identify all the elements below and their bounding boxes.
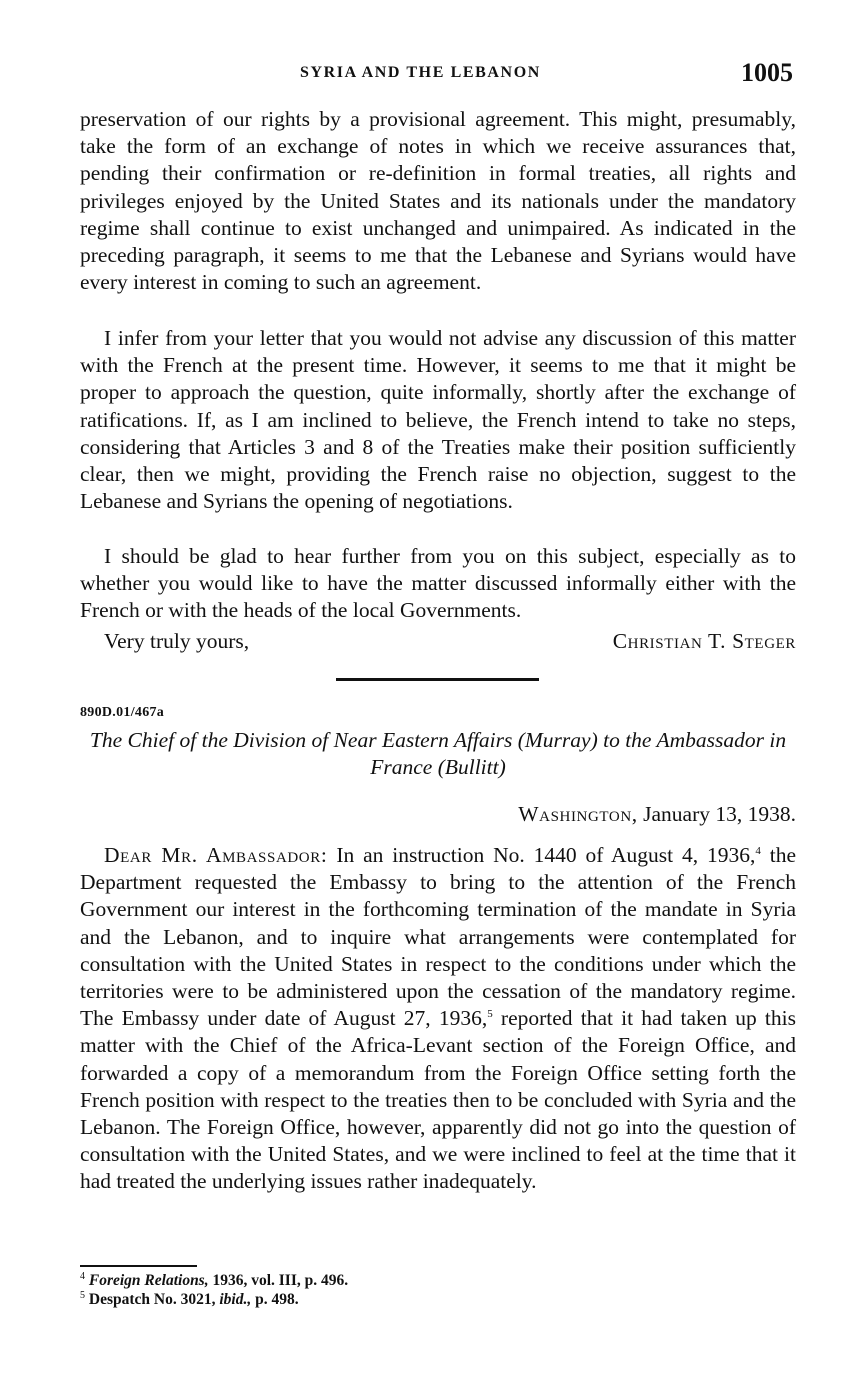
dateline bbox=[518, 802, 796, 827]
letter-paragraph-1: preservation of our rights by a provisional agreement. This might, presumably, take the form of an exchange of notes in which we receive assurances that, pending their confirmation or re-definition in formal treaties, all rights and privileges enjoyed by the United States and its nationals under the mandatory regime shall continue to exist unchanged and unimpaired. As indicated in the preceding paragraph, it seems to me that the Lebanese and Syrians would have every interest in coming to such an agreement. bbox=[80, 107, 796, 295]
instruction-paragraph bbox=[80, 842, 796, 1196]
letter-signature: Christian T. Steger bbox=[612, 629, 796, 653]
footnote-4-citation: 1936, vol. III, p. 496. bbox=[212, 1272, 349, 1289]
footnote-4-source: Foreign Relations, bbox=[88, 1272, 209, 1289]
footnote-5-citation: p. 498. bbox=[255, 1291, 299, 1308]
document-heading: The Chief of the Division of Near Eastern Affairs (Murray) to the Ambassador in France (Bullitt) bbox=[89, 728, 787, 779]
footnote-marker-5: 5 bbox=[80, 1289, 85, 1301]
letter-paragraph-2: I infer from your letter that you would not advise any discussion of this matter with the French at the present time. However, it seems to me that it might be proper to approach the question, quite informally, shortly after the exchange of ratifications. If, as I am inclined to believe, the French intend to take no steps, considering that Articles 3 and 8 of the Treaties make their position sufficiently clear, then we might, providing the French raise no objection, suggest to the Lebanese and Syrians the opening of negotiations. bbox=[80, 326, 796, 514]
footnote-4 bbox=[80, 1271, 796, 1290]
body-text-part-3: reported that it had taken up this matter with the Chief of the Africa-Levant section of the Foreign Office, and forwarded a copy of a memorandum from the Foreign Office setting forth the French position with respect to the treaties then to be concluded with Syria and the Lebanon. The Foreign Office, however, apparently did not go into the question of consultation with the United States, and we were inclined to feel at the time that it had treated the underlying issues rather inadequately. bbox=[80, 1006, 796, 1194]
letter-closing: Very truly yours, bbox=[104, 629, 250, 653]
footnote-reference-5: 5 bbox=[487, 1008, 493, 1021]
page-number: 1005 bbox=[741, 58, 793, 87]
running-title: SYRIA AND THE LEBANON bbox=[300, 64, 541, 81]
dateline-date: January 13, 1938. bbox=[643, 802, 796, 826]
body-text-part-2: the Department requested the Embassy to bring to the attention of the French Government our interest in the forthcoming termination of the mandate in Syria and the Lebanon, and to inquire what arrangements were contemplated for consultation with the United States in respect to the conditions under which the territories were to be administered upon the cessation of the mandatory regime. The Embassy under date of August 27, 1936, bbox=[80, 843, 797, 1031]
footnote-5 bbox=[80, 1290, 796, 1309]
body-text-part-1: In an instruction No. 1440 of August 4, 1936, bbox=[336, 843, 756, 867]
letter-paragraph-3: I should be glad to hear further from you on this subject, especially as to whether you would like to have the matter discussed informally either with the French or with the heads of the local Governments. bbox=[80, 544, 796, 623]
file-reference: 890D.01/467a bbox=[80, 705, 165, 720]
footnote-5-prefix: Despatch No. 3021, bbox=[88, 1291, 216, 1308]
section-divider bbox=[336, 678, 539, 681]
footnote-reference-4: 4 bbox=[755, 844, 761, 857]
footnote-5-source: ibid., bbox=[219, 1291, 252, 1308]
footnote-marker-4: 4 bbox=[80, 1270, 85, 1282]
running-header bbox=[80, 58, 795, 88]
dateline-place: Washington, bbox=[518, 802, 638, 826]
footnote-rule bbox=[80, 1265, 197, 1267]
footnotes bbox=[80, 1271, 796, 1309]
salutation: Dear Mr. Ambassador: bbox=[104, 843, 328, 867]
